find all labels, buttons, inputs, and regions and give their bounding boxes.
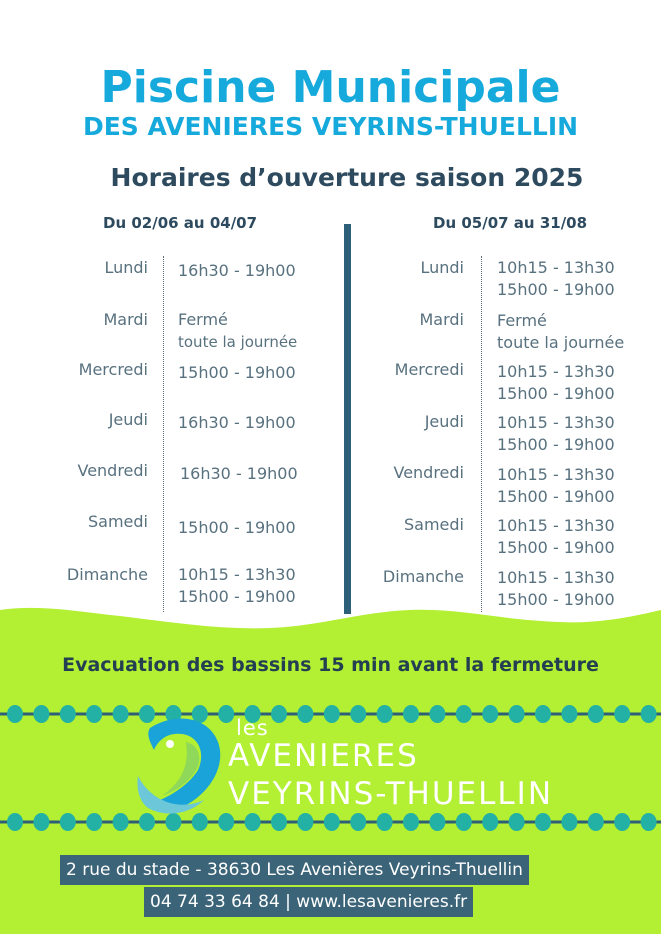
evacuation-notice: Evacuation des bassins 15 min avant la fermeture [62, 654, 599, 676]
lane-bead [7, 813, 23, 831]
p2-day-vendredi: Vendredi [393, 463, 464, 482]
lane-bead [218, 705, 234, 723]
p2-day-mercredi: Mercredi [394, 360, 464, 379]
p1-day-dimanche: Dimanche [66, 565, 148, 584]
lane-bead [456, 813, 472, 831]
p1-day-mardi: Mardi [103, 310, 148, 329]
p2-hours-dimanche-1: 10h15 - 13h30 [497, 568, 615, 587]
lane-bead [403, 705, 419, 723]
p2-hours-mercredi-2: 15h00 - 19h00 [497, 384, 615, 403]
p1-hours-jeudi-1: 16h30 - 19h00 [178, 413, 296, 432]
lane-bead [33, 813, 49, 831]
lane-bead [350, 813, 366, 831]
page-title: Piscine Municipale [100, 62, 561, 113]
lane-bead [271, 705, 287, 723]
lane-bead [86, 813, 102, 831]
lane-bead [588, 813, 604, 831]
lane-bead [324, 813, 340, 831]
lane-bead [641, 705, 657, 723]
p1-hours-mardi-1: Fermé [178, 310, 228, 329]
p2-hours-vendredi-1: 10h15 - 13h30 [497, 465, 615, 484]
lane-bead [350, 705, 366, 723]
p1-hours-samedi-1: 15h00 - 19h00 [178, 518, 296, 537]
lane-bead [429, 813, 445, 831]
p2-hours-jeudi-1: 10h15 - 13h30 [497, 413, 615, 432]
lane-bead [297, 813, 313, 831]
period-2-heading: Du 05/07 au 31/08 [433, 214, 588, 232]
lane-bead [509, 705, 525, 723]
p1-day-jeudi: Jeudi [108, 410, 148, 429]
lane-bead [377, 705, 393, 723]
p1-day-samedi: Samedi [88, 512, 148, 531]
logo-text-veyrins: VEYRINS-THUELLIN [228, 776, 554, 812]
p2-hours-mardi-1: Fermé [497, 311, 547, 330]
page-subtitle: DES AVENIERES VEYRINS-THUELLIN [82, 112, 579, 141]
lane-bead [113, 705, 129, 723]
p1-hours-mercredi-1: 15h00 - 19h00 [178, 363, 296, 382]
lane-bead [509, 813, 525, 831]
lane-bead [429, 705, 445, 723]
lane-bead [139, 705, 155, 723]
lane-bead [33, 705, 49, 723]
p2-hours-jeudi-2: 15h00 - 19h00 [497, 435, 615, 454]
p1-day-vendredi: Vendredi [77, 461, 148, 480]
lane-bead [7, 705, 23, 723]
p1-hours-lundi-1: 16h30 - 19h00 [178, 261, 296, 280]
lane-bead [60, 705, 76, 723]
lane-bead [377, 813, 393, 831]
lane-bead [535, 813, 551, 831]
p2-hours-vendredi-2: 15h00 - 19h00 [497, 487, 615, 506]
lane-bead [614, 813, 630, 831]
p2-day-lundi: Lundi [420, 258, 464, 277]
contact-box: 04 74 33 64 84 | www.lesavenieres.fr [144, 887, 473, 917]
p2-hours-dimanche-2: 15h00 - 19h00 [497, 590, 615, 609]
lane-bead [561, 813, 577, 831]
lane-bead [60, 813, 76, 831]
lane-bead [561, 705, 577, 723]
lane-bead [588, 705, 604, 723]
p1-day-lundi: Lundi [104, 258, 148, 277]
p1-hours-mardi-2: toute la journée [178, 333, 298, 351]
p1-hours-dimanche-2: 15h00 - 19h00 [178, 587, 296, 606]
lane-bead [218, 813, 234, 831]
lane-bead [535, 705, 551, 723]
lane-bead [482, 813, 498, 831]
p1-hours-dimanche-1: 10h15 - 13h30 [178, 565, 296, 584]
lane-bead [324, 705, 340, 723]
lane-bead [456, 705, 472, 723]
lane-bead [482, 705, 498, 723]
lane-bead [614, 705, 630, 723]
lane-bead [139, 813, 155, 831]
season-heading: Horaires d’ouverture saison 2025 [110, 163, 584, 192]
p2-hours-samedi-2: 15h00 - 19h00 [497, 538, 615, 557]
p2-hours-samedi-1: 10h15 - 13h30 [497, 516, 615, 535]
lane-bead [641, 813, 657, 831]
lane-bead [192, 705, 208, 723]
p2-hours-mercredi-1: 10h15 - 13h30 [497, 362, 615, 381]
p2-hours-lundi-2: 15h00 - 19h00 [497, 280, 615, 299]
p2-day-jeudi: Jeudi [424, 412, 464, 431]
lane-bead [297, 705, 313, 723]
lane-bead [403, 813, 419, 831]
p1-hours-vendredi-1: 16h30 - 19h00 [180, 464, 298, 483]
lane-bead [192, 813, 208, 831]
p2-day-mardi: Mardi [419, 310, 464, 329]
lane-bead [271, 813, 287, 831]
p2-hours-mardi-2: toute la journée [497, 333, 625, 352]
logo-text-avenieres: AVENIERES [228, 738, 419, 774]
p2-day-samedi: Samedi [404, 515, 464, 534]
p1-day-mercredi: Mercredi [78, 360, 148, 379]
lane-bead [86, 705, 102, 723]
lane-bead [245, 813, 261, 831]
address-box: 2 rue du stade - 38630 Les Avenières Veyrins-Thuellin [60, 855, 529, 885]
logo-text-les: les [236, 716, 269, 740]
p2-hours-lundi-1: 10h15 - 13h30 [497, 258, 615, 277]
p2-day-dimanche: Dimanche [382, 567, 464, 586]
lane-bead [165, 813, 181, 831]
lane-bead [113, 813, 129, 831]
period-1-heading: Du 02/06 au 04/07 [103, 214, 258, 232]
